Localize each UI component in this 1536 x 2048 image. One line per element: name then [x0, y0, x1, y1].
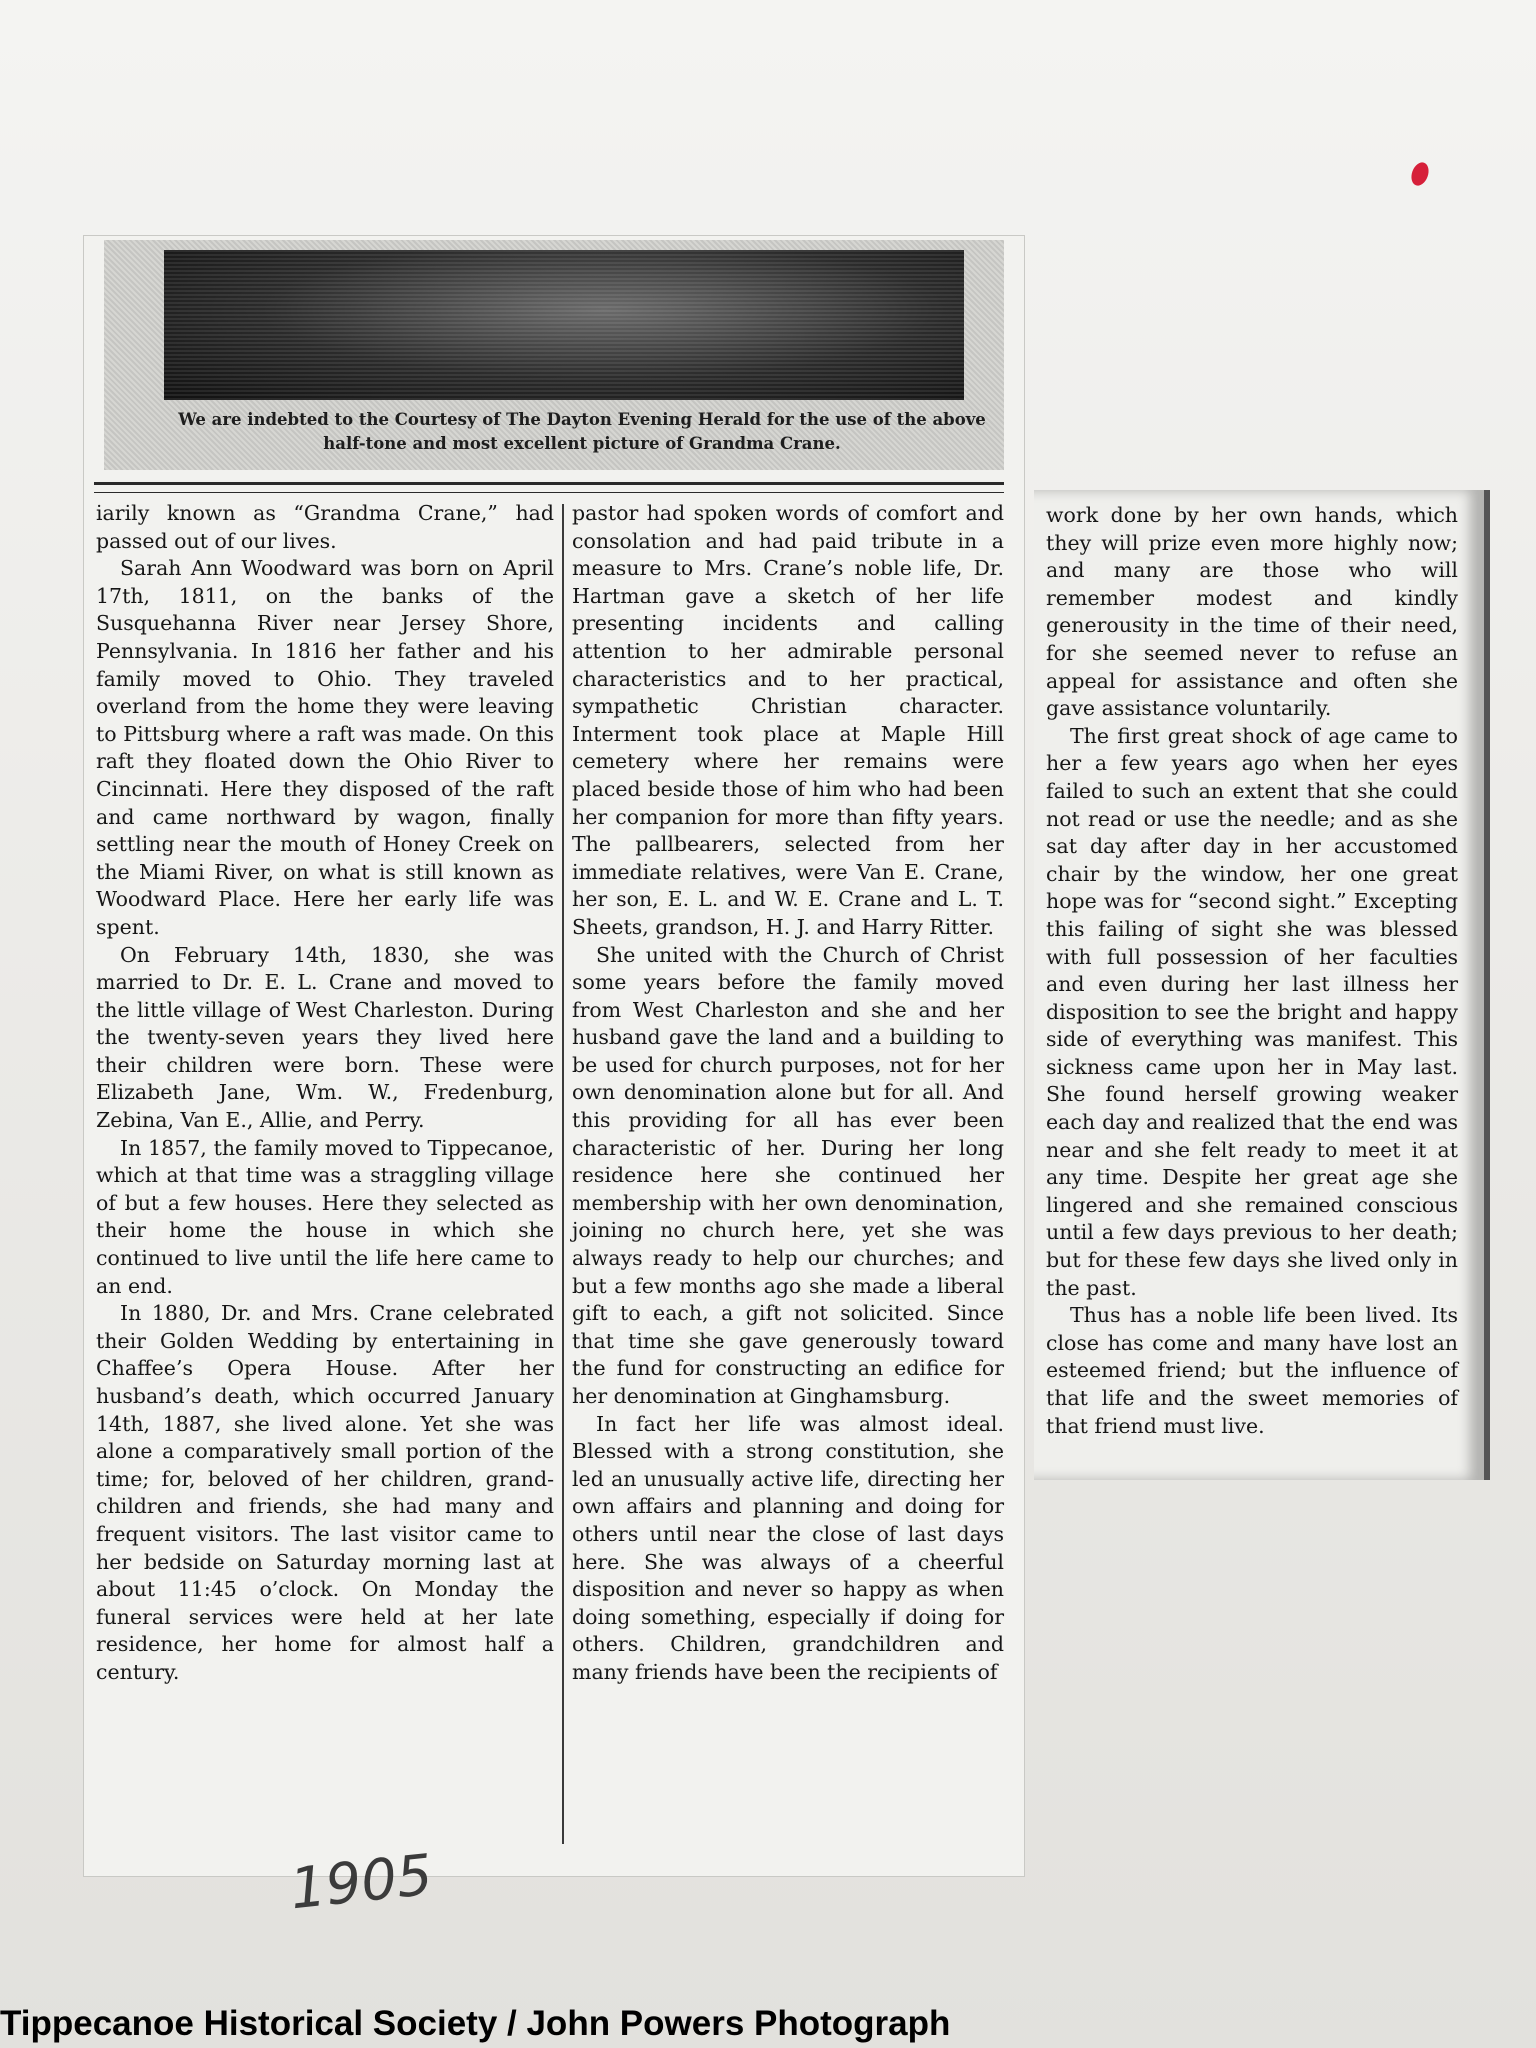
middle-paragraph: pastor had spoken words of comfort and consolation and had paid tribute in a measure to Mrs. Crane’s noble life, Dr. Hartman gave a sketch of her life presenting incidents and calling attention to her admirable personal characteristics and to her practical, sympathetic Christian character. Interment took place at Maple Hill cemetery where her remains were placed beside those of him who had been her companion for more than fifty years. The pallbearers, selected from her immediate relatives, were Van E. Crane, her son, E. L. and W. E. Crane and L. T. Sheets, grandson, H. J. and Harry Ritter. — [572, 501, 1004, 939]
caption-line-2: half-tone and most excellent picture of Grandma Crane. — [323, 434, 841, 453]
newspaper-clipping-right — [1034, 490, 1490, 1480]
photo-caption — [152, 408, 1012, 456]
right-paragraph: The first great shock of age came to her a few years ago when her eyes failed to such an extent that she could not read or use the needle; and as she sat day after day in her accustomed chair by the window, her one great hope was for “second sight.” Excepting this failing of sight she was blessed with full possession of her faculties and even during her last illness her disposition to see the bright and happy side of everything was manifest. This sickness came upon her in May last. She found herself growing weaker each day and realized that the end was near and she felt ready to meet it at any time. Despite her great age she lingered and she remained conscious until a few days previous to her death; but for these few days she lived only in the past. — [1046, 723, 1458, 1300]
left-paragraph: In 1857, the family moved to Tippecanoe, which at that time was a straggling village of but a few houses. Here they selected as their home the house in which she continued to live until the life here came to an end. — [96, 1135, 554, 1298]
photo-credit: Tippecanoe Historical Society / John Powers Photograph — [0, 2004, 951, 2043]
halftone-header — [104, 240, 1004, 470]
column-right — [1046, 502, 1458, 1440]
right-paragraph: Thus has a noble life been lived. Its close has come and many have lost an esteemed friend; but the influence of that life and the sweet memories of that friend must live. — [1046, 1303, 1458, 1438]
right-paragraph: work done by her own hands, which they will prize even more highly now; and many are those who will remember modest and kindly generousity in the time of their need, for she seemed never to refuse an appeal for assistance and often she gave assistance voluntarily. — [1046, 503, 1458, 721]
newspaper-clipping — [84, 236, 1024, 1876]
header-rule-thin — [94, 492, 1004, 493]
handwritten-year: 1905 — [286, 1842, 436, 1923]
middle-paragraph: She united with the Church of Christ some years before the family moved from West Charleston and she and her husband gave the land and a building to be used for church purposes, not for her own denomination alone but for all. And this providing for all has ever been characteristic of her. During her long residence here she continued her membership with her own denomination, joining no church here, yet she was always ready to help our churches; and but a few months ago she made a liberal gift to each, a gift not solicited. Since that time she gave generously toward the fund for constructing an edifice for her denomination at Ginghamsburg. — [572, 942, 1004, 1408]
left-paragraph: In 1880, Dr. and Mrs. Crane celebrated their Golden Wedding by entertaining in Chaffee’s Opera House. After her husband’s death, which occurred January 14th, 1887, she lived alone. Yet she was alone a comparatively small portion of the time; for, beloved of her children, grand-children and friends, she had many and frequent visitors. The last visitor came to her bedside on Saturday morning last at about 11:45 o’clock. On Monday the funeral services were held at her late residence, her home for almost half a century. — [96, 1301, 554, 1684]
column-left — [96, 500, 554, 1687]
left-paragraph: On February 14th, 1830, she was married to Dr. E. L. Crane and moved to the little village of West Charleston. During the twenty-seven years they lived here their children were born. These were Elizabeth Jane, Wm. W., Fredenburg, Zebina, Van E., Allie, and Perry. — [96, 942, 554, 1133]
column-middle — [572, 500, 1004, 1687]
middle-paragraph: In fact her life was almost ideal. Blessed with a strong constitution, she led an unusually active life, directing her own affairs and planning and doing for others until near the close of last days here. She was always of a cheerful disposition and never so happy as when doing something, especially if doing for others. Children, grandchildren and many friends have been the recipients of — [572, 1411, 1004, 1684]
left-paragraph: iarily known as “Grandma Crane,” had passed out of our lives. — [96, 501, 554, 553]
portrait-image — [164, 250, 964, 400]
header-rule — [94, 482, 1004, 485]
caption-line-1: We are indebted to the Courtesy of The Dayton Evening Herald for the use of the above — [178, 410, 986, 429]
column-divider — [562, 504, 564, 1844]
left-paragraph: Sarah Ann Woodward was born on April 17th, 1811, on the banks of the Susquehanna River near Jersey Shore, Pennsylvania. In 1816 her father and his family moved to Ohio. They traveled overland from the home they were leaving to Pittsburg where a raft was made. On this raft they floated down the Ohio River to Cincinnati. Here they disposed of the raft and came northward by wagon, finally settling near the mouth of Honey Creek on the Miami River, on what is still known as Woodward Place. Here her early life was spent. — [96, 556, 554, 939]
